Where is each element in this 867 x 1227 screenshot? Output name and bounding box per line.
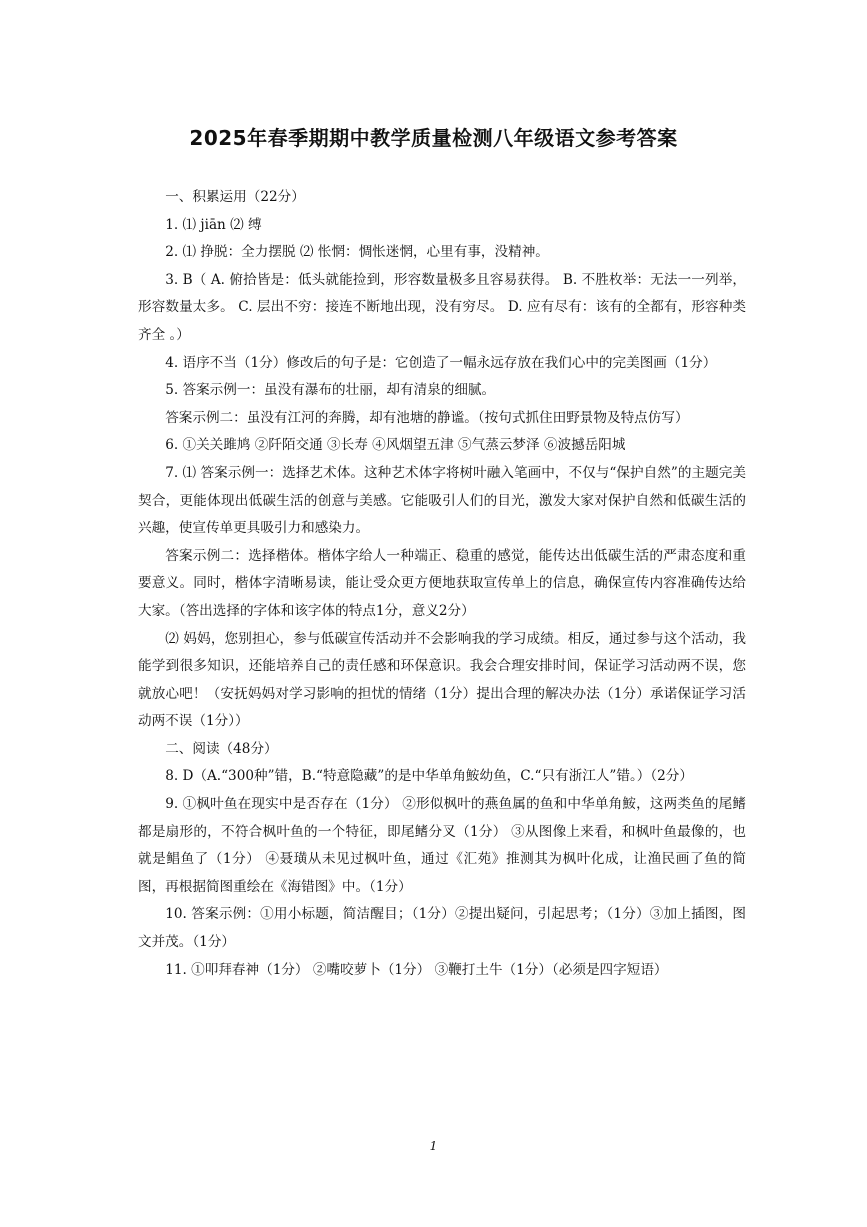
- answer-content: [138, 184, 746, 984]
- page-number: 1: [429, 1139, 438, 1153]
- answer-q11: 11. ①叩拜春神（1分） ②嘴咬萝卜（1分） ③鞭打土牛（1分）（必须是四字短语）: [165, 961, 668, 978]
- answer-q5-example-2: 答案示例二：虽没有江河的奔腾，却有池塘的静谧。（按句式抓住田野景物及特点仿写）: [165, 409, 689, 426]
- answer-q7-part1-example-1: 7. ⑴ 答案示例一：选择艺术体。这种艺术体字将树叶融入笔画中，不仅与“保护自然”的主题完美契合，更能体现出低碳生活的创意与美感。它能吸引人们的目光，激发大家对保护自然和低碳生活的兴趣，使宣传单更具吸引力和感染力。: [138, 464, 746, 537]
- answer-q3: 3. B（ A. 俯拾皆是：低头就能捡到，形容数量极多且容易获得。 B. 不胜枚举：无法一一列举，形容数量太多。 C. 层出不穷：接连不断地出现，没有穷尽。 D. 应有尽有：该有的全都有，形容种类齐全 。）: [138, 271, 746, 343]
- answer-q6: 6. ①关关雎鸠 ②阡陌交通 ③长寿 ④风烟望五津 ⑤气蒸云梦泽 ⑥波撼岳阳城: [165, 437, 626, 454]
- answer-q5-example-1: 5. 答案示例一：虽没有瀑布的壮丽，却有清泉的细腻。: [165, 382, 496, 399]
- answer-q7-part2: ⑵ 妈妈，您别担心，参与低碳宣传活动并不会影响我的学习成绩。相反，通过参与这个活动，我能学到很多知识，还能培养自己的责任感和环保意识。我会合理安排时间，保证学习活动两不误，您就放心吧！（安抚妈妈对学习影响的担忧的情绪（1分）提出合理的解决办法（1分）承诺保证学习活动两不误（1分））: [138, 630, 746, 730]
- answer-q7-part1-example-2: 答案示例二：选择楷体。楷体字给人一种端正、稳重的感觉，能传达出低碳生活的严肃态度和重要意义。同时，楷体字清晰易读，能让受众更方便地获取宣传单上的信息，确保宣传内容准确传达给大家。（答出选择的字体和该字体的特点1分，意义2分）: [138, 547, 746, 619]
- answer-q4: 4. 语序不当（1分）修改后的句子是：它创造了一幅永远存放在我们心中的完美图画（1分）: [165, 354, 717, 371]
- answer-q9: 9. ①枫叶鱼在现实中是否存在（1分） ②形似枫叶的燕鱼属的鱼和中华单角鮟，这两类鱼的尾鳍都是扇形的，不符合枫叶鱼的一个特征，即尾鳍分叉（1分） ③从图像上来看，和枫叶鱼最像的，也就是鲳鱼了（1分） ④聂璜从未见过枫叶鱼，通过《汇苑》推测其为枫叶化成，让渔民画了鱼的简图，再根据简图重绘在《海错图》中。（1分）: [138, 796, 746, 895]
- section-heading-2: 二、阅读（48分）: [165, 740, 278, 757]
- answer-q1: 1. ⑴ jiān ⑵ 缚: [165, 216, 262, 233]
- page-title: 2025年春季期期中教学质量检测八年级语文参考答案: [189, 126, 678, 150]
- answer-q10: 10. 答案示例：①用小标题，简洁醒目；（1分）②提出疑问，引起思考；（1分）③加上插图，图文并茂。（1分）: [138, 906, 746, 951]
- answer-q8: 8. D（A.“300种”错，B.“特意隐藏”的是中华单角鮟幼鱼，C.“只有浙江人”错。）（2分）: [165, 768, 693, 785]
- section-heading-1: 一、积累运用（22分）: [165, 189, 305, 205]
- answer-q2: 2. ⑴ 挣脱：全力摆脱 ⑵ 怅惘：惆怅迷惘，心里有事，没精神。: [165, 244, 549, 261]
